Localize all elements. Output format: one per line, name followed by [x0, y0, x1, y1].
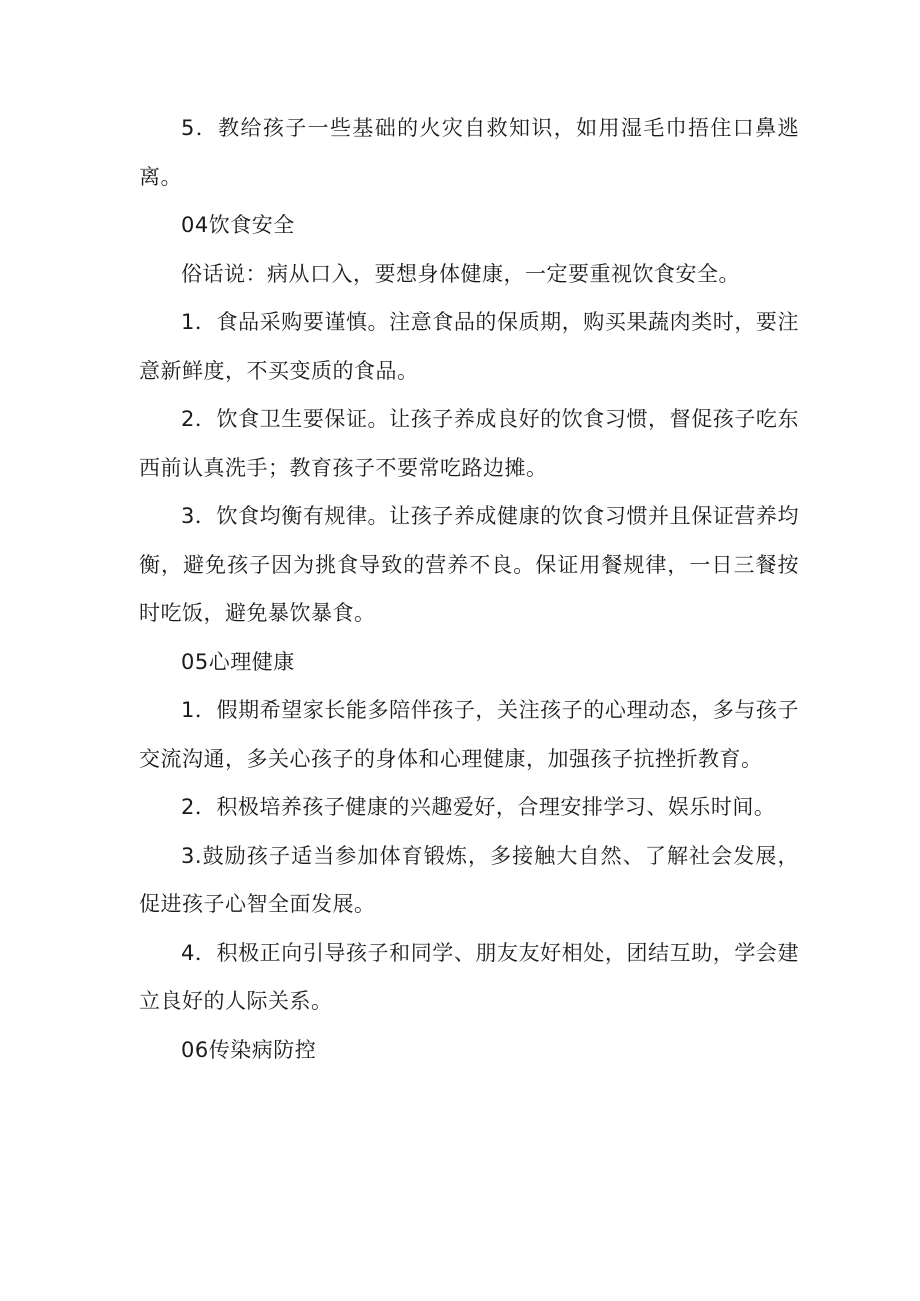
- item-hobbies: 2．积极培养孩子健康的兴趣爱好，合理安排学习、娱乐时间。: [181, 795, 776, 819]
- item-food-hygiene: 2．饮食卫生要保证。让孩子养成良好的饮食习惯，督促孩子吃东西前认真洗手；教育孩子不要常吃路边摊。: [139, 407, 799, 480]
- item-parent-companionship: 1．假期希望家长能多陪伴孩子，关注孩子的心理动态，多与孩子交流沟通，多关心孩子的身体和心理健康，加强孩子抗挫折教育。: [139, 698, 799, 771]
- section-heading-food-safety: 04饮食安全: [181, 213, 295, 237]
- item-fire-self-rescue: 5．教给孩子一些基础的火灾自救知识，如用湿毛巾捂住口鼻逃离。: [139, 116, 799, 189]
- section-heading-mental-health: 05心理健康: [181, 649, 295, 674]
- item-peer-relations: 4．积极正向引导孩子和同学、朋友友好相处，团结互助，学会建立良好的人际关系。: [139, 940, 799, 1013]
- item-food-purchase: 1．食品采购要谨慎。注意食品的保质期，购买果蔬肉类时，要注意新鲜度，不买变质的食品。: [139, 310, 799, 383]
- section-heading-disease-control: 06传染病防控: [181, 1037, 317, 1062]
- food-safety-intro: 俗话说：病从口入，要想身体健康，一定要重视饮食安全。: [181, 261, 740, 286]
- item-balanced-diet: 3．饮食均衡有规律。让孩子养成健康的饮食习惯并且保证营养均衡，避免孩子因为挑食导致的营养不良。保证用餐规律，一日三餐按时吃饭，避免暴饮暴食。: [139, 504, 799, 625]
- item-physical-exercise: 3.鼓励孩子适当参加体育锻炼，多接触大自然、了解社会发展，促进孩子心智全面发展。: [139, 843, 799, 916]
- document-body: [139, 104, 799, 1074]
